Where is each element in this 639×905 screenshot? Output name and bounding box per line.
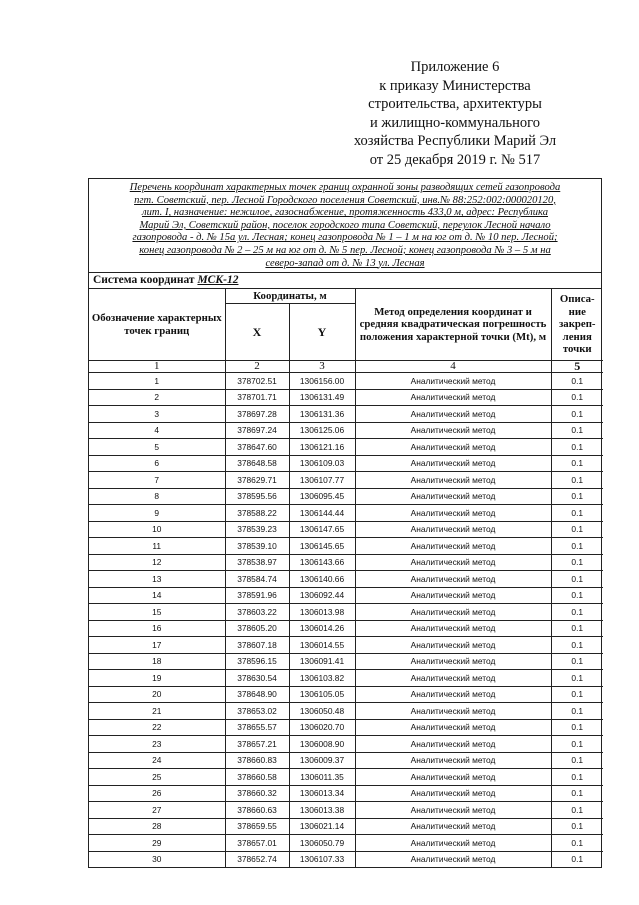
x-coordinate-cell: 378539.23 <box>225 521 289 538</box>
mt-cell: 0.1 <box>551 835 603 852</box>
x-coordinate-cell: 378697.24 <box>225 422 289 439</box>
mt-cell: 0.1 <box>551 571 603 588</box>
y-coordinate-cell: 1306020.70 <box>289 719 355 736</box>
document-title <box>89 179 601 273</box>
x-coordinate-cell: 378655.57 <box>225 719 289 736</box>
y-coordinate-cell: 1306008.90 <box>289 736 355 753</box>
mt-cell: 0.1 <box>551 406 603 423</box>
mt-cell: 0.1 <box>551 752 603 769</box>
x-coordinate-cell: 378701.71 <box>225 389 289 406</box>
point-number-cell: 14 <box>89 587 225 604</box>
coordinate-system-value: МСК-12 <box>197 274 239 287</box>
table-row <box>89 571 603 588</box>
x-coordinate-cell: 378538.97 <box>225 554 289 571</box>
title-line: газопровода - д. № 15а ул. Лесная; конец газопровода № 1 – 1 м на юг от д. № 10 пер. Лесной; <box>132 232 558 244</box>
y-coordinate-cell: 1306156.00 <box>289 373 355 390</box>
method-cell: Аналитический метод <box>355 373 551 390</box>
mt-cell: 0.1 <box>551 373 603 390</box>
method-cell: Аналитический метод <box>355 670 551 687</box>
mt-cell: 0.1 <box>551 851 603 867</box>
method-cell: Аналитический метод <box>355 620 551 637</box>
table-row <box>89 554 603 571</box>
point-number-cell: 15 <box>89 604 225 621</box>
table-row <box>89 637 603 654</box>
point-number-cell: 18 <box>89 653 225 670</box>
x-coordinate-cell: 378660.63 <box>225 802 289 819</box>
y-coordinate-cell: 1306021.14 <box>289 818 355 835</box>
mt-cell: 0.1 <box>551 587 603 604</box>
y-coordinate-cell: 1306147.65 <box>289 521 355 538</box>
table-row <box>89 422 603 439</box>
x-coordinate-cell: 378653.02 <box>225 703 289 720</box>
mt-cell: 0.1 <box>551 653 603 670</box>
title-line: конец газопровода № 2 – 25 м на юг от д. № 5 пер. Лесной; конец газопровода № 3 – 5 м на <box>139 244 551 256</box>
y-coordinate-cell: 1306145.65 <box>289 538 355 555</box>
header-y: Y <box>289 304 355 361</box>
column-number: 3 <box>289 361 355 373</box>
method-cell: Аналитический метод <box>355 571 551 588</box>
method-cell: Аналитический метод <box>355 439 551 456</box>
point-number-cell: 25 <box>89 769 225 786</box>
x-coordinate-cell: 378596.15 <box>225 653 289 670</box>
point-number-cell: 19 <box>89 670 225 687</box>
appendix-line: строительства, архитектуры <box>368 96 542 112</box>
method-cell: Аналитический метод <box>355 785 551 802</box>
coordinates-table <box>89 289 603 867</box>
y-coordinate-cell: 1306105.05 <box>289 686 355 703</box>
mt-cell: 0.1 <box>551 802 603 819</box>
x-coordinate-cell: 378630.54 <box>225 670 289 687</box>
mt-cell: 0.1 <box>551 736 603 753</box>
mt-cell: 0.1 <box>551 637 603 654</box>
point-number-cell: 23 <box>89 736 225 753</box>
table-row <box>89 521 603 538</box>
y-coordinate-cell: 1306050.48 <box>289 703 355 720</box>
x-coordinate-cell: 378605.20 <box>225 620 289 637</box>
table-row <box>89 670 603 687</box>
table-body <box>89 373 603 868</box>
mt-cell: 0.1 <box>551 703 603 720</box>
method-cell: Аналитический метод <box>355 521 551 538</box>
y-coordinate-cell: 1306107.33 <box>289 851 355 867</box>
table-row <box>89 439 603 456</box>
method-cell: Аналитический метод <box>355 835 551 852</box>
title-line: Перечень координат характерных точек границ охранной зоны разводящих сетей газопровода <box>129 182 561 193</box>
method-cell: Аналитический метод <box>355 719 551 736</box>
table-row <box>89 736 603 753</box>
table-row <box>89 505 603 522</box>
mt-cell: 0.1 <box>551 670 603 687</box>
method-cell: Аналитический метод <box>355 389 551 406</box>
appendix-line: от 25 декабря 2019 г. № 517 <box>369 151 541 168</box>
title-line: лит. I, назначение: нежилое, газоснабжение, протяженность 433,0 м, адрес: Республика <box>141 207 549 219</box>
method-cell: Аналитический метод <box>355 818 551 835</box>
method-cell: Аналитический метод <box>355 505 551 522</box>
point-number-cell: 11 <box>89 538 225 555</box>
x-coordinate-cell: 378629.71 <box>225 472 289 489</box>
x-coordinate-cell: 378660.83 <box>225 752 289 769</box>
x-coordinate-cell: 378648.90 <box>225 686 289 703</box>
appendix-line: Приложение 6 <box>410 59 500 75</box>
point-number-cell: 20 <box>89 686 225 703</box>
column-number: 1 <box>89 361 225 373</box>
mt-cell: 0.1 <box>551 505 603 522</box>
table-row <box>89 752 603 769</box>
y-coordinate-cell: 1306011.35 <box>289 769 355 786</box>
table-row <box>89 703 603 720</box>
mt-cell: 0.1 <box>551 488 603 505</box>
y-coordinate-cell: 1306013.34 <box>289 785 355 802</box>
method-cell: Аналитический метод <box>355 538 551 555</box>
y-coordinate-cell: 1306014.26 <box>289 620 355 637</box>
coordinates-document <box>88 178 602 868</box>
column-number: 2 <box>225 361 289 373</box>
method-cell: Аналитический метод <box>355 703 551 720</box>
y-coordinate-cell: 1306013.38 <box>289 802 355 819</box>
x-coordinate-cell: 378539.10 <box>225 538 289 555</box>
point-number-cell: 26 <box>89 785 225 802</box>
method-cell: Аналитический метод <box>355 406 551 423</box>
mt-cell: 0.1 <box>551 422 603 439</box>
table-row <box>89 587 603 604</box>
point-number-cell: 10 <box>89 521 225 538</box>
point-number-cell: 3 <box>89 406 225 423</box>
y-coordinate-cell: 1306050.79 <box>289 835 355 852</box>
point-number-cell: 7 <box>89 472 225 489</box>
header-description: Описа-ние закреп-ления точки <box>551 289 603 361</box>
y-coordinate-cell: 1306009.37 <box>289 752 355 769</box>
header-x: X <box>225 304 289 361</box>
appendix-header <box>325 58 585 169</box>
y-coordinate-cell: 1306144.44 <box>289 505 355 522</box>
title-line: Марий Эл, Советский район, поселок городского типа Советский, переулок Лесной начало <box>139 219 551 231</box>
x-coordinate-cell: 378659.55 <box>225 818 289 835</box>
y-coordinate-cell: 1306107.77 <box>289 472 355 489</box>
mt-cell: 0.1 <box>551 604 603 621</box>
appendix-line: и жилищно-коммунального <box>369 114 541 131</box>
header-designation: Обозначение характерных точек границ <box>89 289 225 361</box>
point-number-cell: 2 <box>89 389 225 406</box>
x-coordinate-cell: 378588.22 <box>225 505 289 522</box>
header-coordinates: Координаты, м <box>225 289 355 304</box>
table-row <box>89 406 603 423</box>
point-number-cell: 22 <box>89 719 225 736</box>
method-cell: Аналитический метод <box>355 851 551 867</box>
x-coordinate-cell: 378647.60 <box>225 439 289 456</box>
x-coordinate-cell: 378660.32 <box>225 785 289 802</box>
title-line: северо-запад от д. № 13 ул. Лесная <box>265 257 425 269</box>
method-cell: Аналитический метод <box>355 802 551 819</box>
point-number-cell: 21 <box>89 703 225 720</box>
method-cell: Аналитический метод <box>355 769 551 786</box>
method-cell: Аналитический метод <box>355 422 551 439</box>
method-cell: Аналитический метод <box>355 455 551 472</box>
y-coordinate-cell: 1306109.03 <box>289 455 355 472</box>
x-coordinate-cell: 378697.28 <box>225 406 289 423</box>
method-cell: Аналитический метод <box>355 472 551 489</box>
point-number-cell: 5 <box>89 439 225 456</box>
mt-cell: 0.1 <box>551 439 603 456</box>
mt-cell: 0.1 <box>551 455 603 472</box>
table-row <box>89 373 603 390</box>
y-coordinate-cell: 1306131.49 <box>289 389 355 406</box>
mt-cell: 0.1 <box>551 472 603 489</box>
header-method: Метод определения координат и средняя квадратическая погрешность положения характерной точки (Mt), м <box>355 289 551 361</box>
method-cell: Аналитический метод <box>355 587 551 604</box>
table-row <box>89 802 603 819</box>
point-number-cell: 27 <box>89 802 225 819</box>
x-coordinate-cell: 378591.96 <box>225 587 289 604</box>
method-cell: Аналитический метод <box>355 488 551 505</box>
x-coordinate-cell: 378603.22 <box>225 604 289 621</box>
appendix-line: к приказу Министерства <box>379 77 531 94</box>
method-cell: Аналитический метод <box>355 752 551 769</box>
table-row <box>89 785 603 802</box>
title-line: пгт. Советский, пер. Лесной Городского поселения Советский, инв.№ 88:252:002:000020120, <box>134 194 556 206</box>
x-coordinate-cell: 378584.74 <box>225 571 289 588</box>
y-coordinate-cell: 1306013.98 <box>289 604 355 621</box>
table-row <box>89 818 603 835</box>
column-number: 4 <box>355 361 551 373</box>
appendix-line: хозяйства Республики Марий Эл <box>353 133 557 149</box>
point-number-cell: 13 <box>89 571 225 588</box>
table-row <box>89 538 603 555</box>
mt-cell: 0.1 <box>551 686 603 703</box>
method-cell: Аналитический метод <box>355 554 551 571</box>
table-row <box>89 835 603 852</box>
table-row <box>89 389 603 406</box>
table-row <box>89 686 603 703</box>
table-row <box>89 769 603 786</box>
point-number-cell: 9 <box>89 505 225 522</box>
x-coordinate-cell: 378702.51 <box>225 373 289 390</box>
x-coordinate-cell: 378657.21 <box>225 736 289 753</box>
point-number-cell: 1 <box>89 373 225 390</box>
x-coordinate-cell: 378660.58 <box>225 769 289 786</box>
table-row <box>89 851 603 867</box>
point-number-cell: 6 <box>89 455 225 472</box>
method-cell: Аналитический метод <box>355 637 551 654</box>
column-number: 5 <box>551 361 603 373</box>
table-row <box>89 620 603 637</box>
y-coordinate-cell: 1306091.41 <box>289 653 355 670</box>
y-coordinate-cell: 1306092.44 <box>289 587 355 604</box>
y-coordinate-cell: 1306131.36 <box>289 406 355 423</box>
x-coordinate-cell: 378595.56 <box>225 488 289 505</box>
point-number-cell: 8 <box>89 488 225 505</box>
mt-cell: 0.1 <box>551 785 603 802</box>
mt-cell: 0.1 <box>551 521 603 538</box>
y-coordinate-cell: 1306121.16 <box>289 439 355 456</box>
table-row <box>89 604 603 621</box>
mt-cell: 0.1 <box>551 389 603 406</box>
method-cell: Аналитический метод <box>355 686 551 703</box>
point-number-cell: 29 <box>89 835 225 852</box>
table-row <box>89 472 603 489</box>
mt-cell: 0.1 <box>551 538 603 555</box>
point-number-cell: 16 <box>89 620 225 637</box>
point-number-cell: 4 <box>89 422 225 439</box>
point-number-cell: 28 <box>89 818 225 835</box>
mt-cell: 0.1 <box>551 818 603 835</box>
method-cell: Аналитический метод <box>355 736 551 753</box>
table-row <box>89 719 603 736</box>
coordinate-system-label: Система координат <box>93 274 195 287</box>
table-row <box>89 455 603 472</box>
mt-cell: 0.1 <box>551 554 603 571</box>
x-coordinate-cell: 378652.74 <box>225 851 289 867</box>
y-coordinate-cell: 1306014.55 <box>289 637 355 654</box>
y-coordinate-cell: 1306125.06 <box>289 422 355 439</box>
coordinate-system <box>89 273 601 289</box>
y-coordinate-cell: 1306140.66 <box>289 571 355 588</box>
point-number-cell: 24 <box>89 752 225 769</box>
method-cell: Аналитический метод <box>355 604 551 621</box>
point-number-cell: 12 <box>89 554 225 571</box>
mt-cell: 0.1 <box>551 719 603 736</box>
mt-cell: 0.1 <box>551 620 603 637</box>
table-row <box>89 488 603 505</box>
point-number-cell: 30 <box>89 851 225 867</box>
x-coordinate-cell: 378607.18 <box>225 637 289 654</box>
table-row <box>89 653 603 670</box>
x-coordinate-cell: 378648.58 <box>225 455 289 472</box>
method-cell: Аналитический метод <box>355 653 551 670</box>
x-coordinate-cell: 378657.01 <box>225 835 289 852</box>
y-coordinate-cell: 1306095.45 <box>289 488 355 505</box>
point-number-cell: 17 <box>89 637 225 654</box>
mt-cell: 0.1 <box>551 769 603 786</box>
y-coordinate-cell: 1306143.66 <box>289 554 355 571</box>
y-coordinate-cell: 1306103.82 <box>289 670 355 687</box>
